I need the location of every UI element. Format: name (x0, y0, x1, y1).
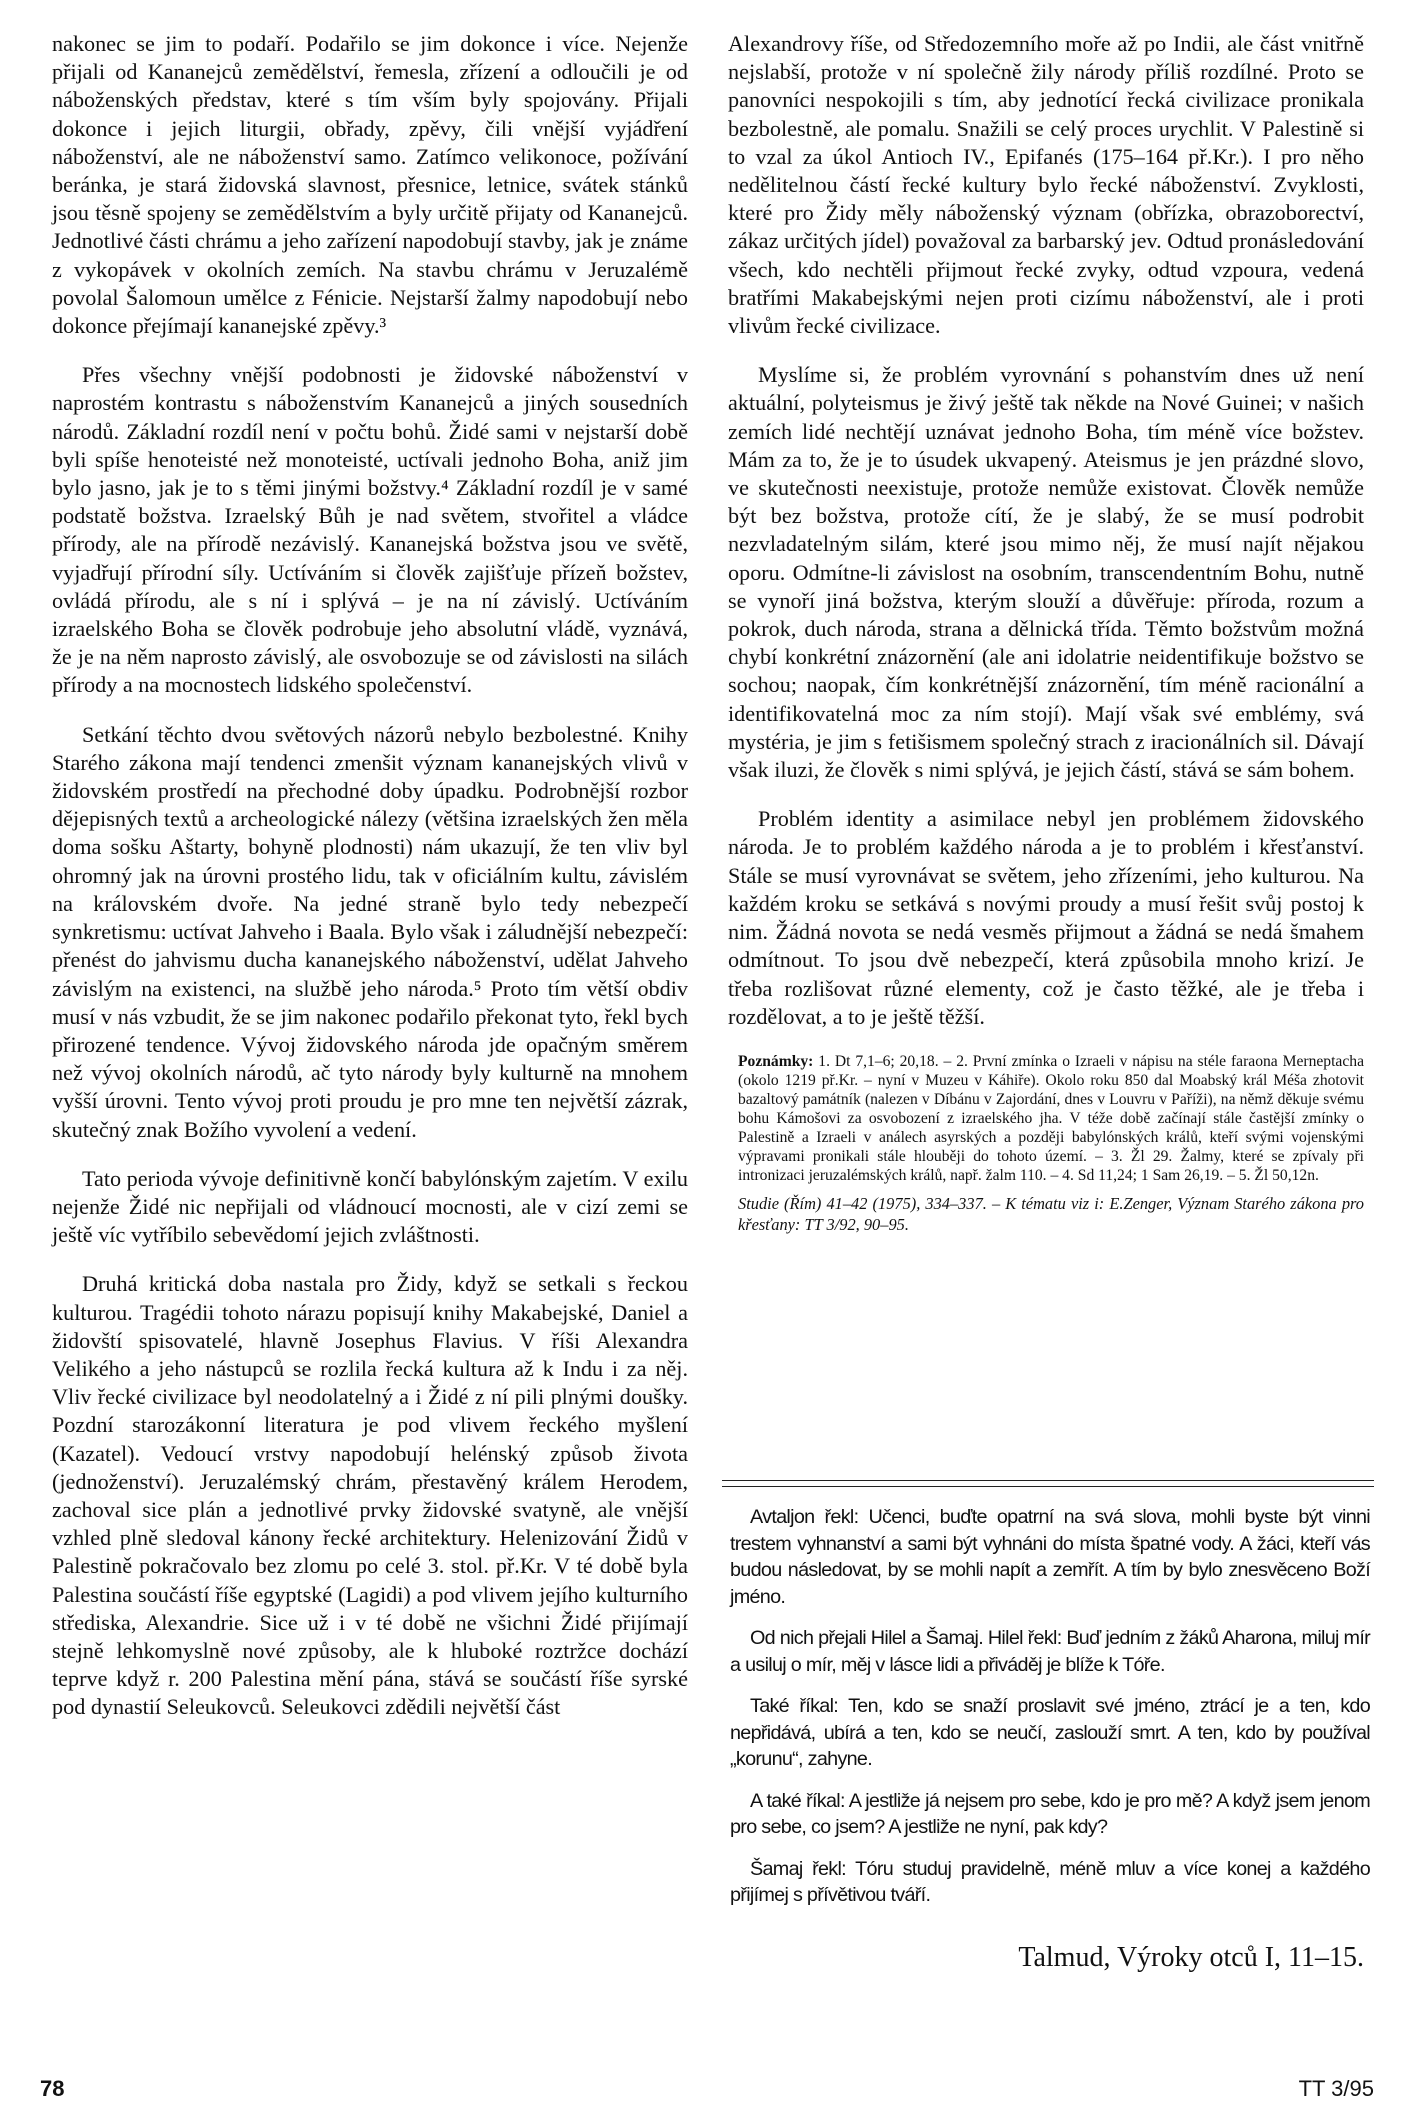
paragraph: Myslíme si, že problém vyrovnání s pohanstvím dnes už není aktuální, polyteismus je živý ještě tak někde na Nové Guinei; v našich zemích lidé nechtějí uznávat jednoho Boha, tím méně více božstev. Mám za to, že je to úsudek ukvapený. Ateismus je jen prázdné slovo, ve skutečnosti neexistuje, protože nemůže existovat. Člověk nemůže být bez božstva, protože cítí, že je slabý, že se musí podrobit nezvladatelným silám, které jsou mimo něj, že musí najít nějakou oporu. Odmítne-li závislost na osobním, transcendentním Bohu, nutně se vynoří jiná božstva, kterým slouží a důvěřuje: příroda, rozum a pokrok, duch národa, strana a dělnická třída. Těmto božstvům možná chybí konkrétní znázornění (ale ani idolatrie neidentifikuje božstvo se sochou; naopak, čím konkrétnější znázornění, tím méně racionální a identifikovatelná moc za ním stojí). Mají však své emblémy, svá mystéria, je jim s fetišismem společný strach z iracionálních sil. Dávají však iluzi, že člověk s nimi splývá, je jejich částí, stává se sám bohem. (728, 362, 1364, 783)
talmud-paragraph: Avtaljon řekl: Učenci, buďte opatrní na svá slova, mohli byste být vinni trestem vyhnanství a sami být vyhnáni do místa špatné vody. A žáci, kteří vás budou následovat, by se mohli napít a zemřít. A tím by bylo znesvěceno Boží jméno. (730, 1506, 1370, 1608)
divider (722, 1486, 1374, 1487)
paragraph: Setkání těchto dvou světových názorů nebylo bezbolestné. Knihy Starého zákona mají tendenci zmenšit význam kananejských vlivů v židovském prostředí na přechodné doby úpadku. Podrobnější rozbor dějepisných textů a archeologické nálezy (většina izraelských žen měla doma sošku Aštarty, bohyně plodnosti) nám ukazují, že ten vliv byl ohromný jak na úrovni prostého lidu, tak v oficiálním kultu, závislém na královském dvoře. Na jedné straně bylo tedy nebezpečí synkretismu: uctívat Jahveho i Baala. Bylo však i záludnější nebezpečí: přenést do jahvismu ducha kananejského náboženství, udělat Jahveho závislým na existenci, na službě jeho národa.⁵ Proto tím větší obdiv musí v nás vzbudit, že se jim nakonec podařilo překonat tyto, řekl bych přirozené tendence. Vývoj židovského národa jde opačným směrem než vývoj okolních národů, ač tyto národy byly kulturně na mnohem vyšší úrovni. Tento vývoj proti proudu je pro mne ten největší zázrak, skutečný znak Božího vyvolení a vedení. (52, 721, 688, 1142)
left-column (52, 30, 688, 1743)
talmud-paragraph: Šamaj řekl: Tóru studuj pravidelně, méně mluv a více konej a každého přijímej s přívětivou tváří. (730, 1857, 1370, 1906)
paragraph: nakonec se jim to podaří. Podařilo se jim dokonce i více. Nejenže přijali od Kananejců zemědělství, řemesla, zřízení a odloučili je od náboženských představ, které s tím vším byly spojovány. Přijali dokonce i jejich liturgii, obřady, zpěvy, čili vnější vyjádření náboženství, ale ne náboženství samo. Zatímco velikonoce, požívání beránka, je stará židovská slavnost, přesnice, letnice, svátek stánků jsou těsně spojeny se zemědělstvím a byly určitě přijaty od Kananejců. Jednotlivé části chrámu a jeho zařízení napodobují stavby, jak je známe z vykopávek v okolních zemích. Na stavbu chrámu v Jeruzalémě povolal Šalomoun umělce z Fénicie. Nejstarší žalmy napodobují nebo dokonce přejímají kananejské zpěvy.³ (52, 31, 688, 339)
notes-label: Poznámky: (738, 1052, 814, 1070)
article-source: Studie (Řím) 41–42 (1975), 334–337. – K tématu viz i: E.Zenger, Význam Starého zákona pro křesťany: TT 3/92, 90–95. (738, 1193, 1364, 1234)
right-column (728, 30, 1364, 1235)
paragraph: Tato perioda vývoje definitivně končí babylónským zajetím. V exilu nejenže Židé nic nepřijali od vládnoucí mocnosti, ale v cizí zemi se ještě víc vytříbilo sebevědomí jejich zvláštnosti. (52, 1165, 688, 1248)
paragraph: Alexandrovy říše, od Středozemního moře až po Indii, ale část vnitřně nejslabší, protože v ní společně žily národy příliš rozdílné. Proto se panovníci nespokojili s tím, aby jednotící řecká civilizace pronikala bezbolestně, ale pomalu. Snažili se celý proces urychlit. V Palestině si to vzal za úkol Antioch IV., Epifanés (175–164 př.Kr.). I pro něho nedělitelnou částí řecké kultury bylo řecké náboženství. Zvyklosti, které pro Židy měly náboženský význam (obřízka, obrazoborectví, zákaz určitých jídel) považoval za barbarský jev. Odtud pronásledování všech, kdo nechtěli přijmout řecké zvyky, odtud vzpoura, vedená bratřími Makabejskými nejen proti cizímu náboženství, ale i proti vlivům řecké civilizace. (728, 31, 1364, 339)
talmud-box (730, 1504, 1370, 1924)
paragraph: Problém identity a asimilace nebyl jen problémem židovského národa. Je to problém každého národa a je to problém i křesťanství. Stále se musí vyrovnávat se světem, jeho zřízeními, jeho kulturou. Na každém kroku se setkává s novými proudy a musí řešit svůj postoj k nim. Žádná novota se nedá vesměs přijmout a žádná se nedá šmahem odmítnout. To jsou dvě nebezpečí, která způsobila mnoho krizí. Je třeba rozlišovat různé elementy, což je často těžké, ale je třeba i rozdělovat, a to je ještě těžší. (728, 806, 1364, 1029)
talmud-source: Talmud, Výroky otců I, 11–15. (1018, 1942, 1364, 1973)
page-number: 78 (40, 2076, 65, 2101)
talmud-paragraph: Také říkal: Ten, kdo se snaží proslavit své jméno, ztrácí je a ten, kdo nepřidává, ubírá a ten, kdo se neučí, zaslouží smrt. A ten, kdo by používal „korunu“, zahyne. (730, 1695, 1370, 1770)
notes-text: 1. Dt 7,1–6; 20,18. – 2. První zmínka o Izraeli v nápisu na stéle faraona Merneptacha (okolo 1219 př.Kr. – nyní v Muzeu v Káhiře). Okolo roku 850 dal Moabský král Méša zhotovit bazaltový památník (nalezen v Díbánu v Zajordání, dnes v Louvru v Paříži), na němž děkuje svému bohu Kámošovi za osvobození z izraelského jha. V téže době začínají stále častější zmínky o Palestině a Izraeli v análech asyrských a později babylónských králů, kteří svými vojenskými výpravami pronikali stále hlouběji do tohoto území. – 3. Žl 29. Žalmy, které se zpívaly při intronizaci jeruzalémských králů, např. žalm 110. – 4. Sd 11,24; 1 Sam 26,19. – 5. Žl 50,12n. (738, 1052, 1364, 1184)
paragraph: Přes všechny vnější podobnosti je židovské náboženství v naprostém kontrastu s náboženstvím Kananejců a jiných sousedních národů. Základní rozdíl není v počtu bohů. Židé sami v nejstarší době byli spíše henoteisté než monoteisté, uctívali jednoho Boha, aniž jim bylo jasno, jak je to s těmi jinými božstvy.⁴ Základní rozdíl je v samé podstatě božstva. Izraelský Bůh je nad světem, stvořitel a vládce přírody, ale na přírodě nezávislý. Kananejská božstva jsou ve světě, vyjadřují přírodní síly. Uctíváním si člověk zajišťuje přízeň božstev, ovládá přírodu, ale s ní i splývá – je na ní závislý. Uctíváním izraelského Boha se člověk podrobuje jeho absolutní vládě, vyznává, že je na něm naprosto závislý, ale osvobozuje se od závislosti na silách přírody a na mocnostech lidského společenství. (52, 362, 688, 698)
paragraph: Druhá kritická doba nastala pro Židy, když se setkali s řeckou kulturou. Tragédii tohoto nárazu popisují knihy Makabejské, Daniel a židovští spisovatelé, hlavně Josephus Flavius. V říši Alexandra Velikého a jeho nástupců se rozlila řecká kultura až k Indu i za něj. Vliv řecké civilizace byl neodolatelný a i Židé z ní pili plnými doušky. Pozdní starozákonní literatura je pod vlivem řeckého myšlení (Kazatel). Vedoucí vrstvy napodobují helénský způsob života (jednoženství). Jeruzalémský chrám, přestavěný králem Herodem, zachoval sice plán a jednotlivé prvky židovské svatyně, ale vnější vzhled plně sledoval kánony řecké architektury. Helenizování Židů v Palestině pokračovalo bez zlomu po celé 3. stol. př.Kr. V té době byla Palestina součástí říše egyptské (Lagidi) a pod vlivem jejího kulturního střediska, Alexandrie. Sice už i v té době ne všichni Židé přijímají stejně lehkomyslně nové způsoby, ale k hluboké roztržce dochází teprve když r. 200 Palestina mění pána, stává se součástí říše syrské pod dynastií Seleukovců. Seleukovci zdědili největší část (52, 1271, 688, 1720)
divider (722, 1480, 1374, 1481)
talmud-paragraph: Od nich přejali Hilel a Šamaj. Hilel řekl: Buď jedním z žáků Aharona, miluj mír a usiluj o mír, měj v lásce lidi a přiváděj je blíže k Tóře. (730, 1627, 1370, 1676)
issue-label: TT 3/95 (1298, 2076, 1374, 2101)
footnotes (738, 1052, 1364, 1185)
talmud-paragraph: A také říkal: A jestliže já nejsem pro sebe, kdo je pro mě? A když jsem jenom pro sebe, co jsem? A jestliže ne nyní, pak kdy? (730, 1789, 1370, 1838)
